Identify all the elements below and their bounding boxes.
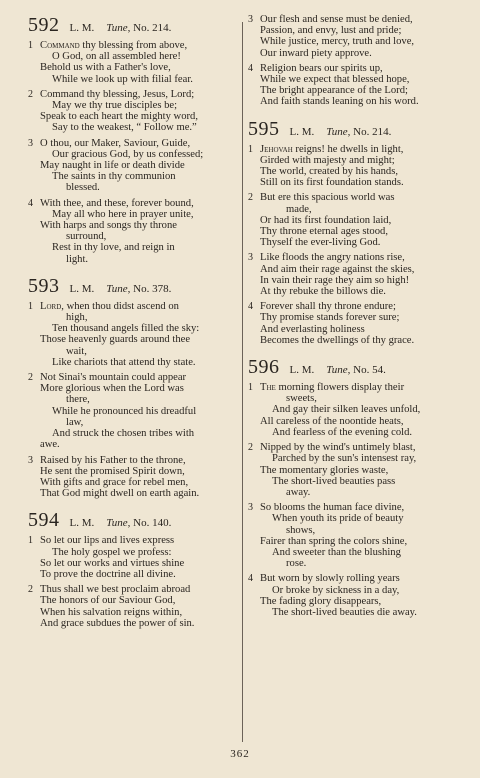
verse-line bbox=[40, 439, 238, 450]
verse-line bbox=[260, 96, 456, 107]
line-text: made, bbox=[286, 203, 312, 215]
line-text: And gay their silken leaves unfold, bbox=[272, 404, 421, 416]
verse-line bbox=[40, 535, 238, 546]
verse-number: 1 bbox=[28, 535, 33, 547]
verse bbox=[248, 301, 456, 346]
verse-line bbox=[260, 301, 456, 312]
tune-label: Tune, bbox=[106, 282, 131, 295]
line-text: Thy throne eternal ages stood, bbox=[260, 226, 388, 238]
line-text: Like floods the angry nations rise, bbox=[260, 252, 405, 264]
line-text: O thou, our Maker, Saviour, Guide, bbox=[40, 137, 191, 149]
tune-label: Tune, bbox=[326, 364, 351, 377]
line-text: When his salvation reigns within, bbox=[40, 606, 183, 618]
verse-line bbox=[40, 383, 238, 394]
verse-line bbox=[260, 416, 456, 427]
line-text: O God, on all assembled here! bbox=[52, 51, 181, 63]
hymn bbox=[248, 118, 456, 346]
verse bbox=[28, 372, 238, 450]
line-text: Ten thousand angels filled the sky: bbox=[52, 323, 200, 335]
hymn bbox=[28, 509, 238, 629]
tune-label: Tune, bbox=[326, 125, 351, 138]
verse-number: 1 bbox=[28, 300, 33, 312]
line-text: Parched by the sun's intensest ray, bbox=[272, 453, 417, 465]
verse-line bbox=[260, 252, 456, 263]
line-text: So let our works and virtues shine bbox=[40, 557, 185, 569]
verse-line bbox=[260, 36, 456, 47]
hymn bbox=[248, 14, 456, 108]
line-text: Nipped by the wind's untimely blast, bbox=[260, 442, 416, 454]
verse bbox=[28, 138, 238, 194]
hymn-meter: L. M. bbox=[289, 125, 315, 138]
line-text: morning flowers display their bbox=[275, 382, 405, 394]
verse-number: 1 bbox=[248, 143, 253, 155]
verse-line bbox=[286, 204, 456, 215]
verse-line bbox=[52, 51, 238, 62]
verse-number: 4 bbox=[248, 573, 253, 585]
hymn-number: 593 bbox=[28, 274, 60, 297]
verse bbox=[248, 502, 456, 569]
tune-label: Tune, bbox=[106, 517, 131, 530]
verse-line bbox=[40, 488, 238, 499]
line-text: With harps and songs thy throne bbox=[40, 220, 177, 232]
line-text: And everlasting holiness bbox=[260, 323, 365, 335]
line-text: At thy rebuke the billows die. bbox=[260, 286, 386, 298]
line-text: May all who here in prayer unite, bbox=[52, 208, 194, 220]
line-text: sweets, bbox=[286, 393, 317, 405]
verse bbox=[248, 442, 456, 498]
hymn-meter: L. M. bbox=[69, 22, 95, 34]
hymn-tune bbox=[106, 283, 171, 295]
line-text: The honors of our Saviour God, bbox=[40, 595, 176, 607]
page-number: 362 bbox=[230, 748, 250, 760]
line-text: light. bbox=[66, 253, 89, 265]
right-column bbox=[248, 14, 456, 626]
verse-line bbox=[260, 324, 456, 335]
hymn-header bbox=[28, 275, 238, 297]
verse-number: 2 bbox=[248, 192, 253, 204]
line-text: While we expect that blessed hope, bbox=[260, 74, 410, 86]
line-text: Like chariots that attend thy state. bbox=[52, 356, 196, 368]
line-text: shows, bbox=[286, 524, 316, 536]
verse-line bbox=[272, 547, 456, 558]
verse-line bbox=[260, 74, 456, 85]
line-text: Say to the weakest, “ Follow me.” bbox=[52, 122, 197, 134]
tune-number: No. 214. bbox=[133, 22, 172, 34]
hymn-tune bbox=[106, 517, 171, 529]
verse-line bbox=[260, 335, 456, 346]
verse-line bbox=[272, 513, 456, 524]
verse-line bbox=[272, 453, 456, 464]
verse-line bbox=[260, 177, 456, 188]
verse-line bbox=[40, 160, 238, 171]
verse-line bbox=[260, 286, 456, 297]
line-text: But ere this spacious world was bbox=[260, 192, 395, 204]
verse-line bbox=[66, 182, 238, 193]
verse-line bbox=[40, 607, 238, 618]
first-word: Jehovah bbox=[260, 143, 293, 155]
verse-line bbox=[260, 442, 456, 453]
line-text: More glorious when the Lord was bbox=[40, 383, 184, 395]
verse-number: 3 bbox=[248, 502, 253, 514]
line-text: The short-lived beauties pass bbox=[272, 475, 396, 487]
verse-number: 4 bbox=[248, 62, 253, 74]
verse-line bbox=[52, 122, 238, 133]
verse-line bbox=[40, 584, 238, 595]
verse-line bbox=[260, 63, 456, 74]
verse-line bbox=[40, 372, 238, 383]
line-text: Girded with majesty and might; bbox=[260, 154, 395, 166]
tune-number: No. 214. bbox=[353, 125, 392, 138]
first-word: The bbox=[260, 382, 276, 394]
verse-line bbox=[260, 596, 456, 607]
line-text: rose. bbox=[286, 558, 307, 570]
line-text: Fairer than spring the colors shine, bbox=[260, 535, 408, 547]
verse-line bbox=[52, 149, 238, 160]
verse-line bbox=[40, 477, 238, 488]
verse-line bbox=[260, 25, 456, 36]
verse-line bbox=[260, 465, 456, 476]
verse bbox=[248, 382, 456, 438]
verse-line bbox=[52, 74, 238, 85]
hymn bbox=[28, 14, 238, 265]
verse-line bbox=[286, 525, 456, 536]
line-text: In vain their rage they aim so high! bbox=[260, 274, 410, 286]
line-text: Religion bears our spirits up, bbox=[260, 62, 383, 74]
verse-number: 2 bbox=[28, 584, 33, 596]
line-text: Becomes the dwellings of thy grace. bbox=[260, 334, 415, 346]
verse-line bbox=[260, 264, 456, 275]
verse-line bbox=[66, 417, 238, 428]
line-text: With thee, and these, forever bound, bbox=[40, 197, 194, 209]
verse bbox=[248, 252, 456, 297]
line-text: To prove the doctrine all divine. bbox=[40, 568, 176, 580]
hymn-header bbox=[248, 356, 456, 378]
verse bbox=[28, 301, 238, 368]
verse-number: 3 bbox=[248, 14, 253, 25]
line-text: With gifts and grace for rebel men, bbox=[40, 476, 189, 488]
line-text: While justice, mercy, truth and love, bbox=[260, 36, 415, 48]
line-text: high, bbox=[66, 312, 88, 324]
line-text: thy blessing from above, bbox=[79, 40, 188, 51]
verse-line bbox=[260, 192, 456, 203]
hymn-meter: L. M. bbox=[69, 517, 95, 530]
line-text: And struck the chosen tribes with bbox=[52, 428, 195, 440]
verse bbox=[248, 192, 456, 248]
line-text: Rest in thy love, and reign in bbox=[52, 242, 175, 254]
verse bbox=[248, 14, 456, 59]
hymn-header bbox=[28, 14, 238, 36]
verse-line bbox=[272, 585, 456, 596]
hymn bbox=[248, 356, 456, 618]
line-text: The momentary glories waste, bbox=[260, 464, 389, 476]
verse-line bbox=[260, 573, 456, 584]
first-word: Lord bbox=[40, 300, 62, 312]
hymn-tune bbox=[326, 364, 386, 376]
line-text: While we look up with filial fear. bbox=[52, 73, 193, 85]
line-text: Passion, and envy, lust and pride; bbox=[260, 25, 402, 37]
verse-number: 4 bbox=[28, 197, 33, 209]
hymn-meter: L. M. bbox=[289, 364, 315, 377]
line-text: Or broke by sickness in a day, bbox=[272, 584, 400, 596]
verse bbox=[28, 198, 238, 265]
line-text: So blooms the human face divine, bbox=[260, 502, 405, 514]
line-text: Still on its first foundation stands. bbox=[260, 177, 404, 189]
line-text: there, bbox=[66, 394, 90, 406]
verse-line bbox=[52, 357, 238, 368]
verse-line bbox=[260, 382, 456, 393]
verse-line bbox=[260, 275, 456, 286]
verse-line bbox=[40, 466, 238, 477]
verse-line bbox=[40, 618, 238, 629]
verse-number: 3 bbox=[28, 454, 33, 466]
verse-line bbox=[260, 312, 456, 323]
line-text: And faith stands leaning on his word. bbox=[260, 96, 419, 108]
verse-line bbox=[66, 394, 238, 405]
verse-line bbox=[40, 334, 238, 345]
verse-number: 3 bbox=[28, 137, 33, 149]
verse-line bbox=[260, 215, 456, 226]
verse-line bbox=[260, 48, 456, 59]
verse-line bbox=[272, 427, 456, 438]
verse bbox=[28, 455, 238, 500]
hymn-number: 596 bbox=[248, 356, 280, 379]
verse-number: 4 bbox=[248, 301, 253, 313]
line-text: May we thy true disciples be; bbox=[52, 100, 178, 112]
hymn-tune bbox=[326, 126, 391, 138]
hymn-number: 592 bbox=[28, 14, 60, 36]
line-text: The bright appearance of the Lord; bbox=[260, 85, 408, 97]
verse-line bbox=[40, 62, 238, 73]
verse-line bbox=[52, 428, 238, 439]
verse-line bbox=[66, 231, 238, 242]
line-text: And aim their rage against the skies, bbox=[260, 263, 415, 275]
verse bbox=[28, 535, 238, 580]
tune-number: No. 378. bbox=[133, 282, 172, 295]
hymn-meter: L. M. bbox=[69, 282, 95, 295]
verse-line bbox=[272, 404, 456, 415]
verse-line bbox=[52, 547, 238, 558]
line-text: surround, bbox=[66, 231, 107, 243]
verse-number: 2 bbox=[28, 372, 33, 384]
line-text: away. bbox=[286, 486, 311, 498]
line-text: When youth its pride of beauty bbox=[272, 513, 404, 525]
line-text: And fearless of the evening cold. bbox=[272, 426, 413, 438]
line-text: He sent the promised Spirit down, bbox=[40, 465, 185, 477]
verse-line bbox=[40, 40, 238, 51]
line-text: Thy promise stands forever sure; bbox=[260, 312, 400, 324]
line-text: The world, created by his hands, bbox=[260, 166, 398, 178]
line-text: The holy gospel we profess: bbox=[52, 546, 172, 558]
verse-line bbox=[40, 89, 238, 100]
verse-line bbox=[40, 558, 238, 569]
line-text: Those heavenly guards around thee bbox=[40, 334, 191, 346]
verse-number: 2 bbox=[28, 88, 33, 100]
tune-number: No. 140. bbox=[133, 517, 172, 530]
verse-line bbox=[272, 607, 456, 618]
verse-line bbox=[286, 487, 456, 498]
hymn-number: 595 bbox=[248, 117, 280, 140]
line-text: Speak to each heart the mighty word, bbox=[40, 111, 198, 123]
verse-line bbox=[40, 138, 238, 149]
hymn-header bbox=[248, 118, 456, 140]
verse-line bbox=[52, 209, 238, 220]
verse-line bbox=[52, 100, 238, 111]
line-text: Our gracious God, by us confessed; bbox=[52, 148, 204, 160]
verse-line bbox=[260, 502, 456, 513]
left-column bbox=[28, 14, 238, 637]
first-word: Command bbox=[40, 40, 80, 51]
verse-line bbox=[40, 220, 238, 231]
line-text: wait, bbox=[66, 345, 87, 357]
line-text: Our flesh and sense must be denied, bbox=[260, 14, 413, 25]
line-text: The short-lived beauties die away. bbox=[272, 606, 417, 618]
line-text: And grace subdues the power of sin. bbox=[40, 617, 195, 629]
line-text: Forever shall thy throne endure; bbox=[260, 301, 396, 313]
line-text: Our inward piety approve. bbox=[260, 47, 372, 59]
verse-line bbox=[260, 144, 456, 155]
verse-line bbox=[272, 476, 456, 487]
line-text: The saints in thy communion bbox=[52, 171, 176, 183]
verse-line bbox=[260, 14, 456, 25]
verse bbox=[28, 584, 238, 629]
column-divider bbox=[242, 22, 243, 742]
line-text: law, bbox=[66, 416, 84, 428]
verse-line bbox=[260, 536, 456, 547]
verse-line bbox=[66, 346, 238, 357]
line-text: All careless of the noontide heats, bbox=[260, 415, 404, 427]
verse-line bbox=[66, 312, 238, 323]
verse-line bbox=[52, 171, 238, 182]
verse bbox=[28, 40, 238, 85]
line-text: So let our lips and lives express bbox=[40, 535, 175, 547]
verse-number: 2 bbox=[248, 442, 253, 454]
line-text: Raised by his Father to the throne, bbox=[40, 454, 186, 466]
verse-line bbox=[40, 301, 238, 312]
verse bbox=[28, 89, 238, 134]
verse-line bbox=[40, 198, 238, 209]
hymn bbox=[28, 275, 238, 499]
line-text: And sweeter than the blushing bbox=[272, 546, 401, 558]
line-text: Or had its first foundation laid, bbox=[260, 214, 392, 226]
verse-line bbox=[260, 85, 456, 96]
verse-line bbox=[40, 455, 238, 466]
verse-line bbox=[52, 323, 238, 334]
line-text: Thyself the ever-living God. bbox=[260, 237, 381, 249]
verse bbox=[248, 63, 456, 108]
line-text: That God might dwell on earth again. bbox=[40, 488, 200, 500]
line-text: blessed. bbox=[66, 182, 100, 194]
verse bbox=[248, 573, 456, 618]
verse-line bbox=[260, 166, 456, 177]
hymn-tune bbox=[106, 22, 171, 34]
verse-number: 1 bbox=[248, 382, 253, 394]
verse-line bbox=[260, 237, 456, 248]
line-text: Command thy blessing, Jesus, Lord; bbox=[40, 88, 195, 100]
verse-line bbox=[286, 558, 456, 569]
verse-line bbox=[52, 242, 238, 253]
verse-line bbox=[260, 155, 456, 166]
verse-number: 1 bbox=[28, 40, 33, 51]
hymn-header bbox=[28, 509, 238, 531]
line-text: reigns! he dwells in light, bbox=[292, 143, 404, 155]
verse bbox=[248, 144, 456, 189]
tune-number: No. 54. bbox=[353, 364, 386, 377]
verse-line bbox=[40, 595, 238, 606]
tune-label: Tune, bbox=[106, 22, 131, 34]
line-text: awe. bbox=[40, 439, 60, 451]
hymn-number: 594 bbox=[28, 509, 60, 532]
verse-line bbox=[52, 406, 238, 417]
verse-line bbox=[40, 569, 238, 580]
verse-line bbox=[260, 226, 456, 237]
line-text: But worn by slowly rolling years bbox=[260, 573, 400, 585]
line-text: While he pronounced his dreadful bbox=[52, 405, 197, 417]
line-text: Behold us with a Father's love, bbox=[40, 62, 171, 74]
verse-line bbox=[286, 393, 456, 404]
verse-line bbox=[40, 111, 238, 122]
verse-number: 3 bbox=[248, 252, 253, 264]
verse-line bbox=[66, 254, 238, 265]
line-text: Not Sinai's mountain could appear bbox=[40, 372, 187, 384]
line-text: Thus shall we best proclaim abroad bbox=[40, 584, 191, 596]
line-text: , when thou didst ascend on bbox=[61, 300, 179, 312]
line-text: The fading glory disappears, bbox=[260, 595, 382, 607]
line-text: May naught in life or death divide bbox=[40, 160, 185, 172]
